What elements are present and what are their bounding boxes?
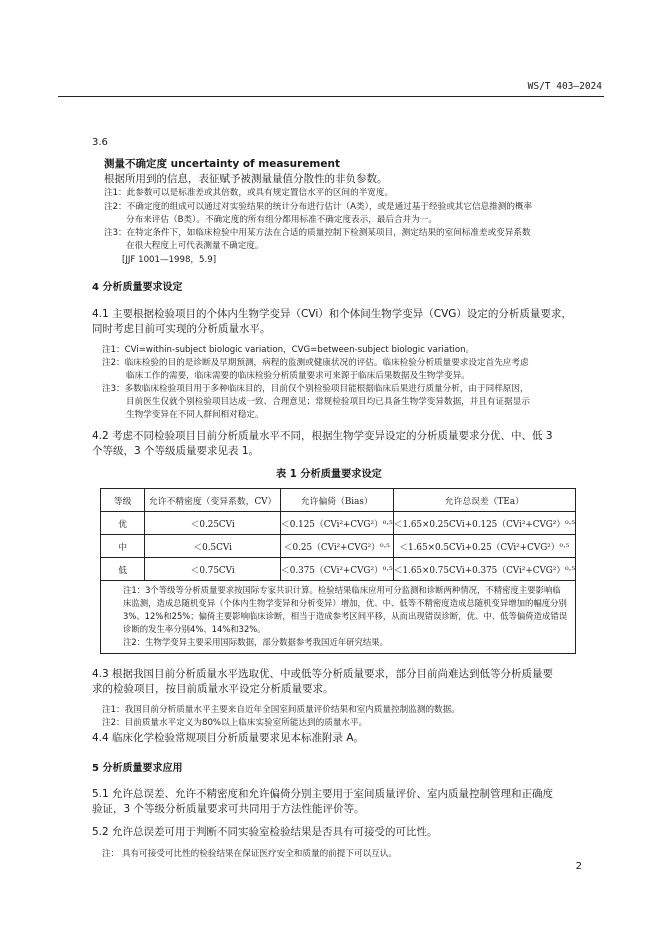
section-4-title: 4 分析质量要求设定 (92, 282, 183, 293)
clause-4-3-note-1: 注1：我国目前分析质量水平主要来自近年全国室间质量评价结果和室内质量控制监测的数据。 (102, 705, 460, 715)
term-note-3-cont: 在很大程度上可代表测量不确定度。 (126, 241, 264, 251)
term-note-3: 注3：在特定条件下，如临床检验中用某方法在合适的质量控制下检测某项目，测定结果的室间标准差或变异系数 (104, 228, 531, 238)
page-number: 2 (575, 861, 582, 872)
table-note-2: 注2：生物学变异主要采用国际数据，部分数据参考我国近年研究结果。 (123, 637, 388, 647)
total-error-cell: ＜1.65×0.75CVi+0.375（CVi²+CVG²）⁰·⁵ (393, 558, 575, 581)
table-1-caption: 表 1 分析质量要求设定 (276, 469, 382, 480)
term-title: 测量不确定度 uncertainty of measurement (104, 158, 340, 170)
clause-4-1-note-3-cont-2: 生物学变异在不同人群间相对稳定。 (126, 410, 264, 420)
grade-cell: 中 (101, 535, 145, 558)
clause-number-3-6: 3.6 (92, 137, 108, 148)
clause-4-3-line-1: 4.3 根据我国目前分析质量水平选取优、中或低等分析质量要求，部分目前尚难达到低等分析质量要 (92, 668, 554, 680)
imprecision-cell: ＜0.25CVi (145, 512, 281, 535)
clause-4-1-note-2: 注2：临床检验的目的是诊断及早期预测，病程的监测或健康状况的评估。临床检验分析质量要求设定首先应考虑 (102, 358, 529, 368)
term-note-2-cont: 分布来评估（B类）。不确定度的所有组分都用标准不确定度表示，最后合并为一。 (126, 215, 437, 225)
bias-cell: ＜0.25（CVi²+CVG²）⁰·⁵ (280, 535, 393, 558)
clause-5-2: 5.2 允许总误差可用于判断不同实验室检验结果是否具有可接受的可比性。 (92, 826, 438, 838)
grade-cell: 优 (101, 512, 145, 535)
table-notes-row (101, 581, 576, 654)
section-5-title: 5 分析质量要求应用 (92, 763, 183, 774)
bias-cell: ＜0.125（CVi²+CVG²）⁰·⁵ (280, 512, 393, 535)
bias-cell: ＜0.375（CVi²+CVG²）⁰·⁵ (280, 558, 393, 581)
header-bias: 允许偏倚（Bias） (280, 489, 393, 512)
clause-4-1-line-1: 4.1 主要根据检验项目的个体内生物学变异（CVi）和个体间生物学变异（CVG）设定的分析质量要求， (92, 308, 572, 320)
clause-4-2-line-1: 4.2 考虑不同检验项目目前分析质量水平不同，根据生物学变异设定的分析质量要求分优、中、低 3 (92, 430, 553, 442)
clause-4-1-note-1: 注1：CVi=within-subject biologic variation，CVG=between-subject biologic variation。 (102, 345, 475, 355)
table-row (101, 512, 576, 535)
clause-4-1-note-3: 注3：多数临床检验项目用于多种临床目的，目前仅个别检验项目能根据临床后果进行质量分析，由于同样原因， (102, 384, 529, 394)
term-definition: 根据所用到的信息，表征赋予被测量量值分散性的非负参数。 (104, 173, 388, 185)
clause-4-1-note-3-cont-1: 目前医生仅就个别检验项目达成一致、合理意见；常规检验项目均已具备生物学变异数据，并且有证据显示 (126, 397, 530, 407)
quality-requirements-table (100, 488, 576, 654)
grade-cell: 低 (101, 558, 145, 581)
term-note-2: 注2：不确定度的组成可以通过对实验结果的统计分布进行估计（A类），或是通过基于经验或其它信息推测的概率 (104, 202, 533, 212)
table-header-row (101, 489, 576, 512)
imprecision-cell: ＜0.75CVi (145, 558, 281, 581)
standard-code: WS/T 403—2024 (527, 81, 602, 92)
clause-5-2-note: 注： 具有可接受可比性的检验结果在保证医疗安全和质量的前提下可以互认。 (102, 849, 397, 859)
imprecision-cell: ＜0.5CVi (145, 535, 281, 558)
header-total-error: 允许总误差（TEa） (393, 489, 575, 512)
clause-5-1-line-1: 5.1 允许总误差、允许不精密度和允许偏倚分别主要用于室间质量评价、室内质量控制管理和正确度 (92, 788, 554, 800)
header-rule (58, 96, 604, 97)
table-note-1: 注1：3个等级等分析质量要求按国际专家共识计算。检验结果临床应用可分监测和诊断两种情况，不精密度主要影响临床监测，造成总随机变异（个体内生物学变异和分析变异）增加，优、中、低等不精密度造成总随机变异增加的幅度分别3%、12%和25%；偏倚主要影响临床诊断，相当于造成参考区间平移，从而出现错误诊断，优、中、低等偏倚造成错误诊断的发生率分别4%、14%和32%。 (123, 585, 568, 634)
clause-5-1-line-2: 验证，3 个等级分析质量要求可共同用于方法性能评价等。 (92, 803, 365, 815)
clause-4-2-line-2: 个等级，3 个等级质量要求见表 1。 (92, 445, 260, 457)
clause-4-3-line-2: 求的检验项目，按目前质量水平设定分析质量要求。 (92, 683, 334, 695)
clause-4-4: 4.4 临床化学检验常规项目分析质量要求见本标准附录 A。 (92, 732, 365, 744)
term-note-1: 注1：此参数可以是标准差或其倍数，或具有规定置信水平的区间的半宽度。 (104, 188, 394, 198)
table-row (101, 558, 576, 581)
table-row (101, 535, 576, 558)
clause-4-1-line-2: 同时考虑目前可实现的分析质量水平。 (92, 323, 271, 335)
total-error-cell: ＜1.65×0.25CVi+0.125（CVi²+CVG²）⁰·⁵ (393, 512, 575, 535)
term-source: [JJF 1001—1998，5.9] (122, 255, 217, 265)
total-error-cell: ＜1.65×0.5CVi+0.25（CVi²+CVG²）⁰·⁵ (393, 535, 575, 558)
header-imprecision: 允许不精密度（变异系数，CV） (145, 489, 281, 512)
header-grade: 等级 (101, 489, 145, 512)
clause-4-1-note-2-cont: 临床工作的需要，临床需要的临床检验分析质量要求可来源于临床后果数据及生物学变异。 (126, 371, 470, 381)
clause-4-3-note-2: 注2：目前质量水平定义为80%以上临床实验室所能达到的质量水平。 (102, 718, 368, 728)
